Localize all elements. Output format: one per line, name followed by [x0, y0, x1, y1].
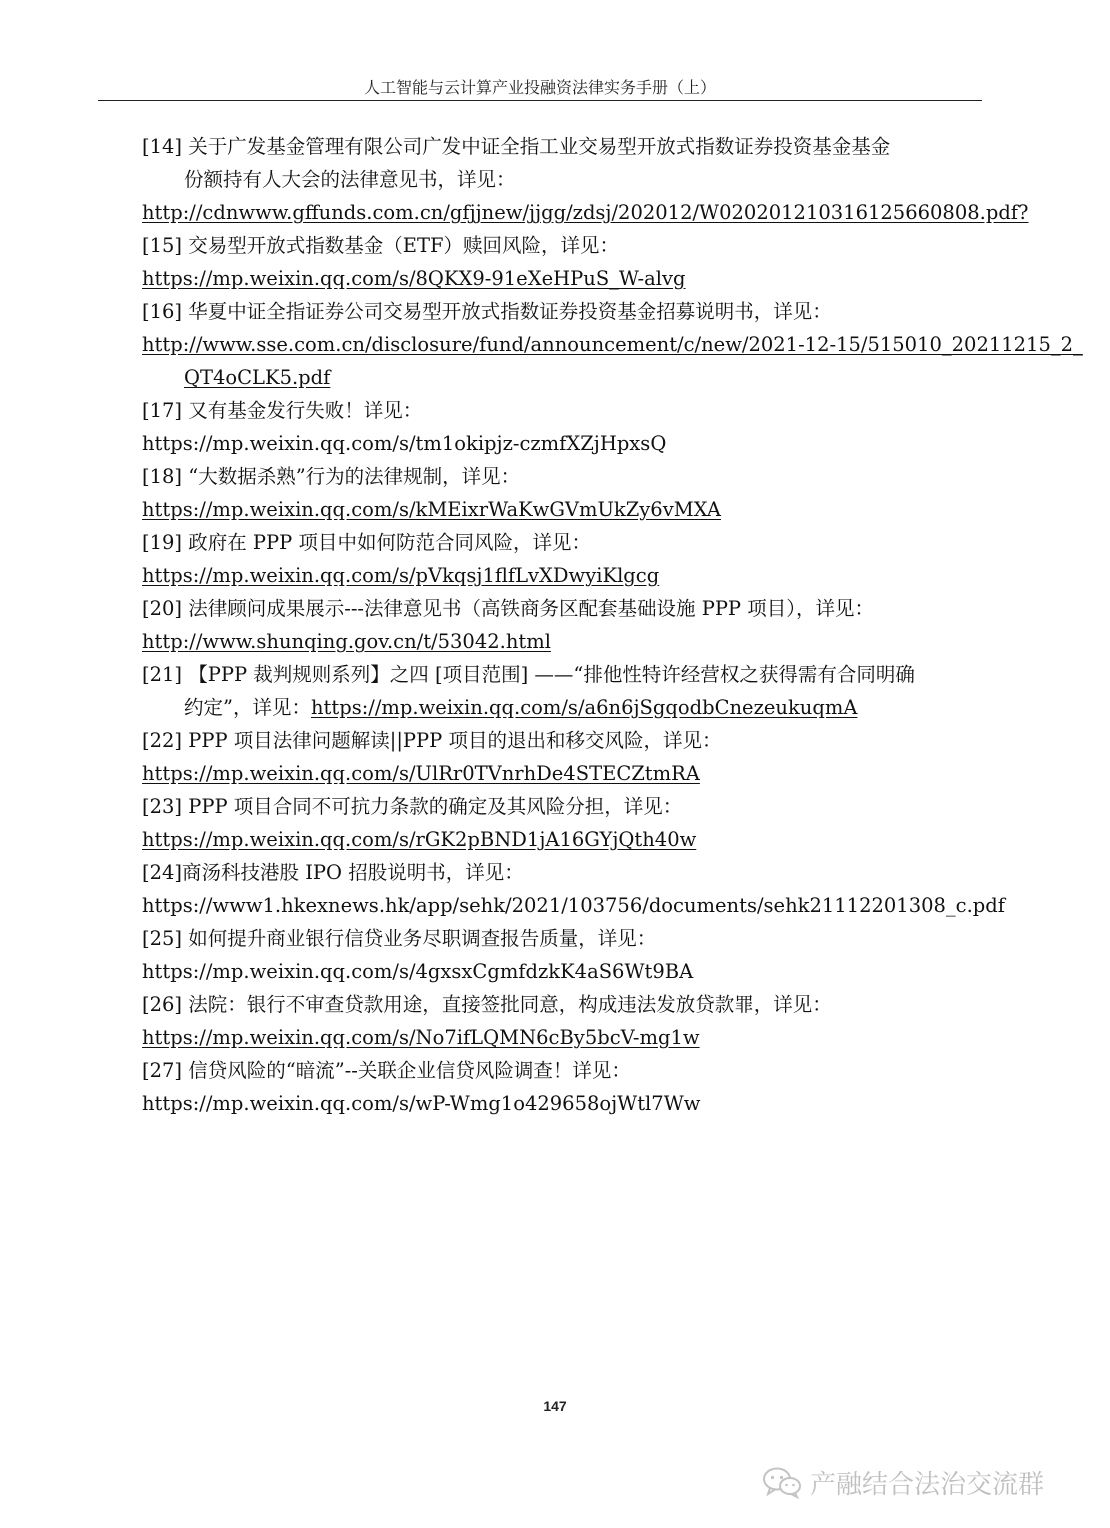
ref-21-title: [21] 【PPP 裁判规则系列】之四 [项目范围] ——“排他性特许经营权之获得需有合同明确 [142, 663, 915, 686]
ref-16-link[interactable]: http://www.sse.com.cn/disclosure/fund/announcement/c/new/2021-12-15/515010_20211215_2_ [142, 333, 1083, 356]
ref-16-link-cont[interactable]: QT4oCLK5.pdf [184, 366, 331, 389]
ref-20-link[interactable]: http://www.shunqing.gov.cn/t/53042.html [142, 630, 551, 653]
page-number: 147 [543, 1398, 567, 1414]
ref-14-link[interactable]: http://cdnwww.gffunds.com.cn/gfjjnew/jjgg/zdsj/202012/W020201210316125660808.pdf? [142, 201, 1029, 224]
ref-27-link[interactable]: https://mp.weixin.qq.com/s/wP-Wmg1o429658ojWtl7Ww [142, 1092, 701, 1115]
ref-26-link[interactable]: https://mp.weixin.qq.com/s/No7ifLQMN6cBy5bcV-mg1w [142, 1026, 700, 1049]
ref-21-link[interactable]: https://mp.weixin.qq.com/s/a6n6jSgqodbCnezeukuqmA [310, 696, 858, 719]
ref-19-title: [19] 政府在 PPP 项目中如何防范合同风险，详见： [142, 531, 591, 554]
ref-19-link[interactable]: https://mp.weixin.qq.com/s/pVkqsj1flfLvXDwyiKlgcg [142, 564, 660, 587]
ref-26-title: [26] 法院：银行不审查贷款用途，直接签批同意，构成违法发放贷款罪，详见： [142, 993, 832, 1016]
watermark-text: 产融结合法治交流群 [809, 1469, 1044, 1500]
ref-15-title: [15] 交易型开放式指数基金（ETF）赎回风险，详见： [142, 234, 619, 257]
ref-18-link[interactable]: https://mp.weixin.qq.com/s/kMEixrWaKwGVmUkZy6vMXA [142, 498, 721, 521]
ref-25-title: [25] 如何提升商业银行信贷业务尽职调查报告质量，详见： [142, 927, 657, 950]
ref-21-title-cont: 约定”，详见： [184, 696, 311, 719]
ref-27-title: [27] 信贷风险的“暗流”--关联企业信贷风险调查！详见： [142, 1059, 631, 1082]
ref-20-title: [20] 法律顾问成果展示---法律意见书（高铁商务区配套基础设施 PPP 项目），详见： [142, 597, 875, 620]
header-rule [98, 100, 982, 101]
ref-14-title: [14] 关于广发基金管理有限公司广发中证全指工业交易型开放式指数证券投资基金基金 [142, 135, 891, 158]
ref-25-link[interactable]: https://mp.weixin.qq.com/s/4gxsxCgmfdzkK4aS6Wt9BA [142, 960, 694, 983]
ref-17-title: [17] 又有基金发行失败！详见： [142, 399, 423, 422]
ref-24-title: [24]商汤科技港股 IPO 招股说明书，详见： [142, 861, 524, 884]
ref-23-link[interactable]: https://mp.weixin.qq.com/s/rGK2pBND1jA16GYjQth40w [142, 828, 697, 851]
ref-14-title-cont: 份额持有人大会的法律意见书，详见： [184, 168, 516, 191]
ref-18-title: [18] “大数据杀熟”行为的法律规制，详见： [142, 465, 521, 488]
reference-list [142, 130, 1083, 1120]
ref-22-link[interactable]: https://mp.weixin.qq.com/s/UlRr0TVnrhDe4STECZtmRA [142, 762, 700, 785]
ref-16-title: [16] 华夏中证全指证券公司交易型开放式指数证券投资基金招募说明书，详见： [142, 300, 832, 323]
ref-23-title: [23] PPP 项目合同不可抗力条款的确定及其风险分担，详见： [142, 795, 683, 818]
ref-17-link[interactable]: https://mp.weixin.qq.com/s/tm1okipjz-czmfXZjHpxsQ [142, 432, 667, 455]
wechat-icon [762, 1465, 802, 1499]
ref-15-link[interactable]: https://mp.weixin.qq.com/s/8QKX9-91eXeHPuS_W-alvg [142, 267, 686, 290]
running-header: 人工智能与云计算产业投融资法律实务手册（上） [363, 78, 716, 97]
ref-24-link[interactable]: https://www1.hkexnews.hk/app/sehk/2021/103756/documents/sehk21112201308_c.pdf [142, 894, 1005, 917]
watermark [762, 1462, 1044, 1502]
ref-22-title: [22] PPP 项目法律问题解读||PPP 项目的退出和移交风险，详见： [142, 729, 722, 752]
